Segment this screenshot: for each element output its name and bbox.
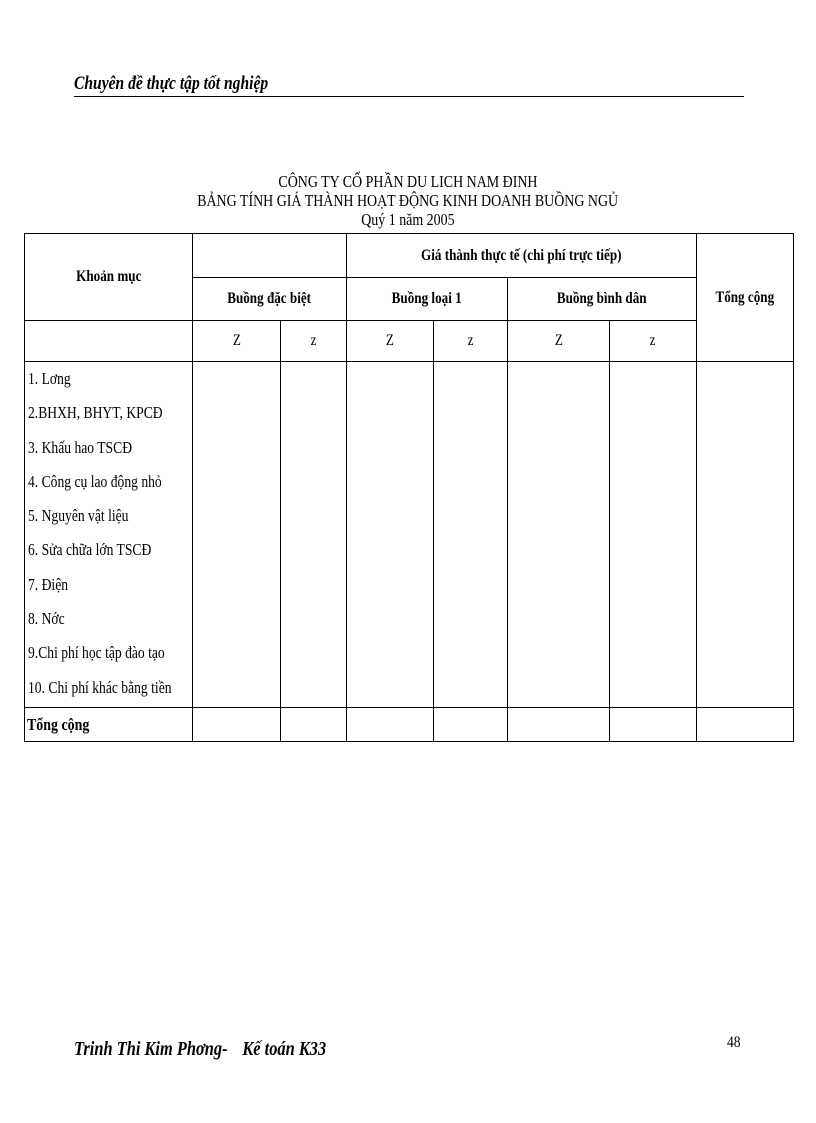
total-cell <box>281 708 347 742</box>
cost-table <box>24 233 794 742</box>
list-item: 2.BHXH, BHYT, KPCĐ <box>28 403 163 423</box>
list-item: 4. Công cụ lao động nhỏ <box>28 471 162 491</box>
footer-author: Trinh Thi Kim Phơng- <box>74 1038 228 1060</box>
total-cell <box>347 708 434 742</box>
total-cell <box>610 708 697 742</box>
header-total-column: Tổng cộng <box>697 234 794 362</box>
header-item-column: Khoản mục <box>25 234 193 321</box>
header-blank-item <box>25 321 193 362</box>
total-cell <box>508 708 610 742</box>
value-cell <box>610 362 697 708</box>
subheader-cell: z <box>434 321 508 362</box>
subheader-cell: z <box>610 321 697 362</box>
value-cell <box>193 362 281 708</box>
subheader-cell: Z <box>347 321 434 362</box>
header-room-special: Buồng đặc biệt <box>193 278 347 321</box>
item-list-cell <box>25 362 193 708</box>
total-cell <box>697 708 794 742</box>
subheader-cell: Z <box>193 321 281 362</box>
list-item: 3. Khấu hao TSCĐ <box>28 437 133 457</box>
company-name: CÔNG TY CỔ PHẦN DU LICH NAM ĐINH <box>278 172 538 191</box>
list-item: 8. Nớc <box>28 609 65 629</box>
subheader-cell: z <box>281 321 347 362</box>
page-number: 48 <box>727 1034 741 1051</box>
total-row-label: Tổng cộng <box>25 708 193 742</box>
list-item: 7. Điện <box>28 574 69 594</box>
header-room-standard: Buồng bình dân <box>508 278 697 321</box>
value-cell <box>508 362 610 708</box>
total-cell <box>193 708 281 742</box>
header-cost-group: Giá thành thực tế (chi phí trực tiếp) <box>347 234 697 278</box>
footer-class: Kế toán K33 <box>242 1038 327 1060</box>
list-item: 9.Chi phí học tập đào tạo <box>28 643 165 663</box>
value-cell <box>281 362 347 708</box>
subheader-cell: Z <box>508 321 610 362</box>
table-title: BẢNG TÍNH GIÁ THÀNH HOẠT ĐỘNG KINH DOANH BUỒNG NGỦ <box>197 191 619 210</box>
period-label: Quý 1 năm 2005 <box>361 210 455 229</box>
header-title: Chuyên đề thực tập tốt nghiệp <box>74 73 269 94</box>
list-item: 5. Nguyên vật liệu <box>28 506 129 526</box>
page-header <box>74 70 744 97</box>
page-footer <box>74 1038 326 1061</box>
list-item: 1. Lơng <box>28 369 71 388</box>
list-item: 10. Chi phí khác bằng tiền <box>28 677 172 697</box>
header-blank-cell <box>193 234 347 278</box>
value-cell <box>697 362 794 708</box>
total-cell <box>434 708 508 742</box>
list-item: 6. Sửa chữa lớn TSCĐ <box>28 540 152 560</box>
value-cell <box>347 362 434 708</box>
value-cell <box>434 362 508 708</box>
header-room-type1: Buồng loại 1 <box>347 278 508 321</box>
